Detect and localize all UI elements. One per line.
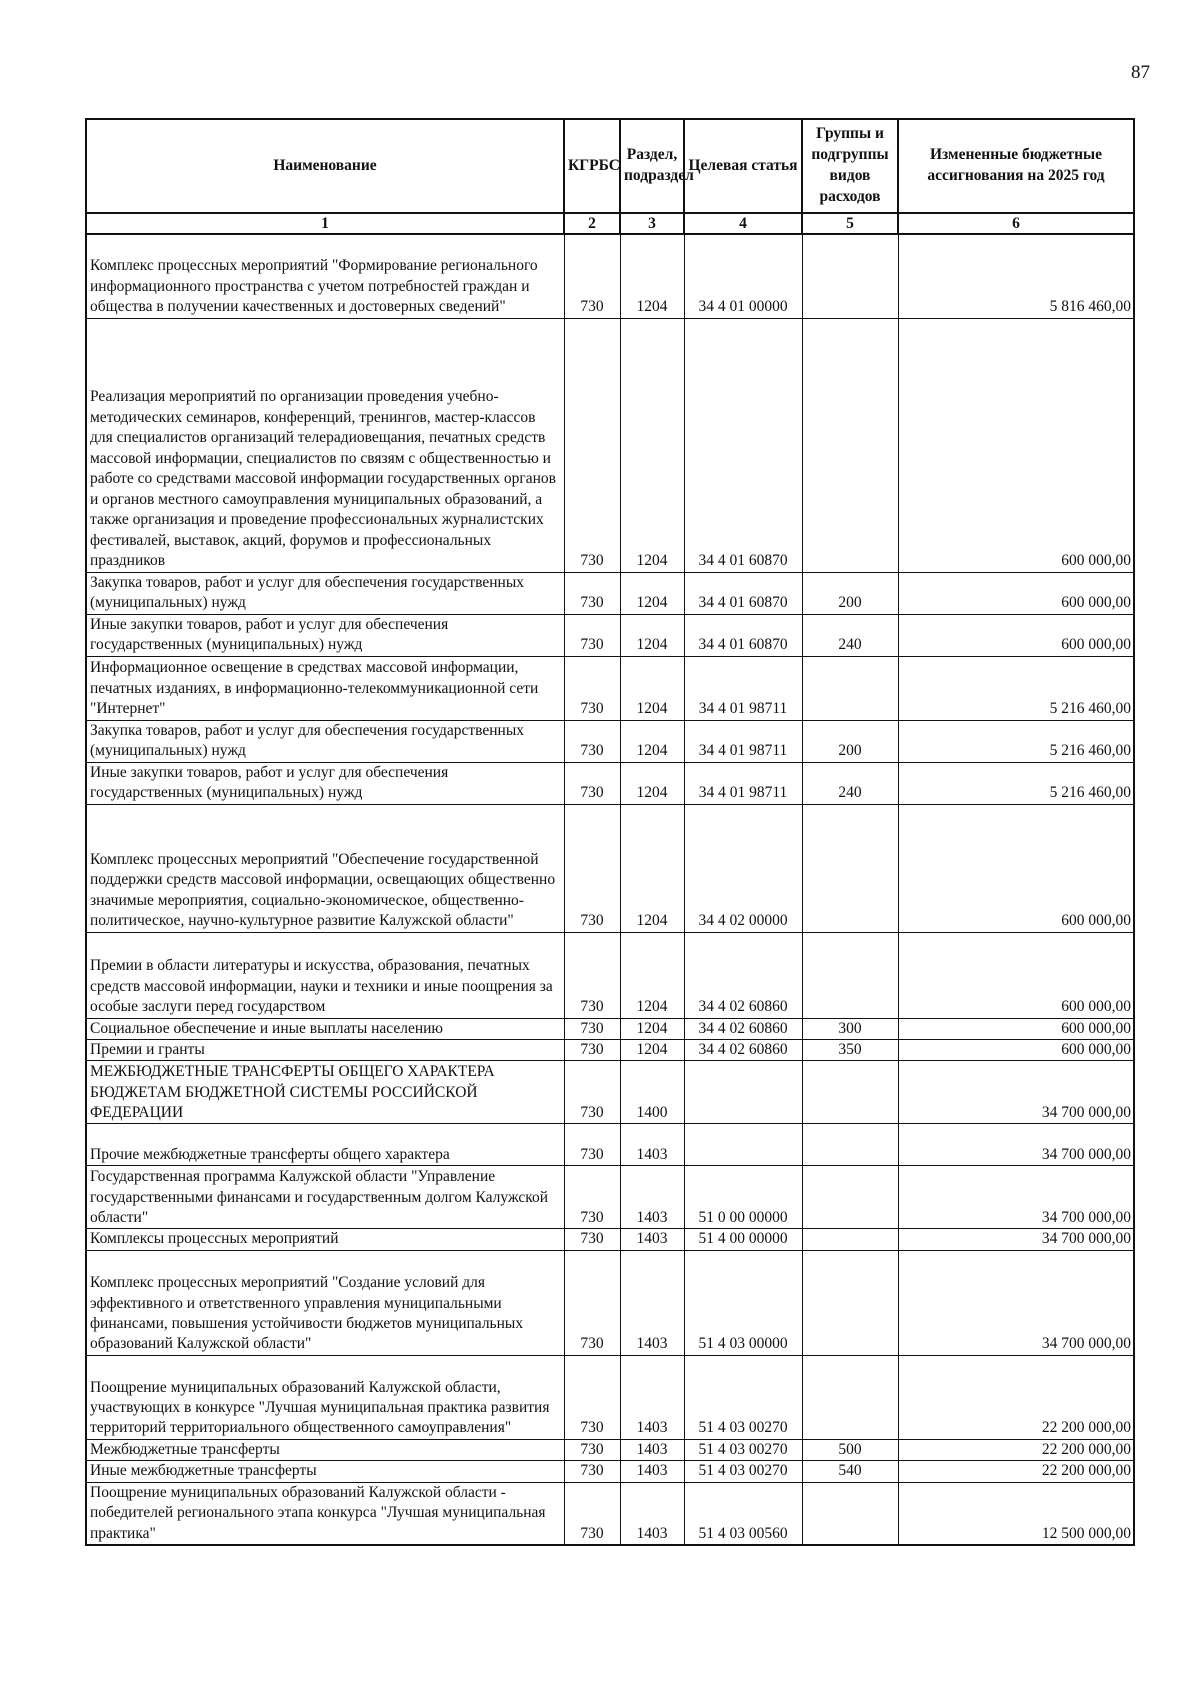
row-group xyxy=(802,1250,898,1355)
row-target: 34 4 02 60860 xyxy=(684,1018,802,1039)
row-group xyxy=(802,1229,898,1250)
row-kgrbs: 730 xyxy=(564,1439,620,1460)
row-kgrbs: 730 xyxy=(564,1461,620,1482)
row-section: 1204 xyxy=(620,1039,684,1060)
row-name: Премии в области литературы и искусства, образования, печатных средств массовой информации, науки и техники и иные поощрения за особые заслуги перед государством xyxy=(86,932,564,1018)
table-row xyxy=(86,804,1134,932)
row-kgrbs: 730 xyxy=(564,1018,620,1039)
row-group xyxy=(802,1355,898,1439)
table-row xyxy=(86,720,1134,762)
row-amount: 5 216 460,00 xyxy=(898,656,1134,720)
table-row xyxy=(86,614,1134,656)
row-name: Поощрение муниципальных образований Калужской области, участвующих в конкурсе "Лучшая муниципальная практика развития территорий территориального общественного самоуправления" xyxy=(86,1355,564,1439)
row-name: Комплекс процессных мероприятий "Создание условий для эффективного и ответственного управления муниципальными финансами, повышения устойчивости бюджетов муниципальных образований Калужской области" xyxy=(86,1250,564,1355)
row-section: 1204 xyxy=(620,318,684,572)
table-row xyxy=(86,1250,1134,1355)
row-target xyxy=(684,1061,802,1124)
row-target: 34 4 02 60860 xyxy=(684,932,802,1018)
row-amount: 600 000,00 xyxy=(898,318,1134,572)
header-name: Наименование xyxy=(86,119,564,213)
row-group xyxy=(802,1124,898,1166)
table-header-row xyxy=(86,119,1134,213)
row-section: 1403 xyxy=(620,1482,684,1545)
row-group: 540 xyxy=(802,1461,898,1482)
row-name: Социальное обеспечение и иные выплаты населению xyxy=(86,1018,564,1039)
table-row xyxy=(86,1124,1134,1166)
row-amount: 600 000,00 xyxy=(898,1039,1134,1060)
table-row xyxy=(86,1018,1134,1039)
row-amount: 600 000,00 xyxy=(898,804,1134,932)
row-name: МЕЖБЮДЖЕТНЫЕ ТРАНСФЕРТЫ ОБЩЕГО ХАРАКТЕРА БЮДЖЕТАМ БЮДЖЕТНОЙ СИСТЕМЫ РОССИЙСКОЙ ФЕДЕРАЦИИ xyxy=(86,1061,564,1124)
row-amount: 600 000,00 xyxy=(898,572,1134,614)
row-kgrbs: 730 xyxy=(564,1355,620,1439)
row-name: Государственная программа Калужской области "Управление государственными финансами и государственным долгом Калужской области" xyxy=(86,1166,564,1229)
row-amount: 5 216 460,00 xyxy=(898,720,1134,762)
row-group: 240 xyxy=(802,762,898,804)
row-target: 51 4 00 00000 xyxy=(684,1229,802,1250)
row-group xyxy=(802,234,898,318)
table-row xyxy=(86,1482,1134,1545)
row-section: 1204 xyxy=(620,762,684,804)
table-row xyxy=(86,1061,1134,1124)
row-kgrbs: 730 xyxy=(564,1061,620,1124)
row-group: 500 xyxy=(802,1439,898,1460)
row-kgrbs: 730 xyxy=(564,234,620,318)
row-group xyxy=(802,932,898,1018)
row-group xyxy=(802,656,898,720)
row-target: 51 4 03 00560 xyxy=(684,1482,802,1545)
column-number: 2 xyxy=(564,213,620,234)
row-kgrbs: 730 xyxy=(564,720,620,762)
row-name: Межбюджетные трансферты xyxy=(86,1439,564,1460)
row-target: 34 4 01 98711 xyxy=(684,720,802,762)
row-kgrbs: 730 xyxy=(564,318,620,572)
row-target: 51 4 03 00270 xyxy=(684,1355,802,1439)
budget-table xyxy=(85,118,1135,1546)
row-name: Закупка товаров, работ и услуг для обеспечения государственных (муниципальных) нужд xyxy=(86,572,564,614)
table-row xyxy=(86,1439,1134,1460)
row-amount: 34 700 000,00 xyxy=(898,1166,1134,1229)
row-amount: 12 500 000,00 xyxy=(898,1482,1134,1545)
row-kgrbs: 730 xyxy=(564,1482,620,1545)
column-number: 1 xyxy=(86,213,564,234)
table-row xyxy=(86,762,1134,804)
row-name: Иные закупки товаров, работ и услуг для обеспечения государственных (муниципальных) нужд xyxy=(86,614,564,656)
row-kgrbs: 730 xyxy=(564,932,620,1018)
row-group xyxy=(802,1061,898,1124)
row-name: Закупка товаров, работ и услуг для обеспечения государственных (муниципальных) нужд xyxy=(86,720,564,762)
header-target: Целевая статья xyxy=(684,119,802,213)
row-amount: 5 816 460,00 xyxy=(898,234,1134,318)
table-row xyxy=(86,656,1134,720)
row-target: 34 4 02 60860 xyxy=(684,1039,802,1060)
row-kgrbs: 730 xyxy=(564,1229,620,1250)
row-group xyxy=(802,318,898,572)
header-amount: Измененные бюджетные ассигнования на 2025 год xyxy=(898,119,1134,213)
column-number: 5 xyxy=(802,213,898,234)
row-kgrbs: 730 xyxy=(564,804,620,932)
row-name: Иные закупки товаров, работ и услуг для обеспечения государственных (муниципальных) нужд xyxy=(86,762,564,804)
table-row xyxy=(86,318,1134,572)
row-kgrbs: 730 xyxy=(564,1039,620,1060)
row-group: 350 xyxy=(802,1039,898,1060)
row-group xyxy=(802,1482,898,1545)
row-name: Иные межбюджетные трансферты xyxy=(86,1461,564,1482)
row-amount: 34 700 000,00 xyxy=(898,1250,1134,1355)
row-group: 200 xyxy=(802,720,898,762)
row-section: 1403 xyxy=(620,1166,684,1229)
row-section: 1204 xyxy=(620,614,684,656)
row-amount: 22 200 000,00 xyxy=(898,1355,1134,1439)
row-section: 1204 xyxy=(620,720,684,762)
row-name: Реализация мероприятий по организации проведения учебно-методических семинаров, конференций, тренингов, мастер-классов для специалистов организаций телерадиовещания, печатных средств массовой информации, специалистов по связям с общественностью и работе со средствами массовой информации государственных органов и органов местного самоуправления муниципальных образований, а также организация и проведение профессиональных журналистских фестивалей, выставок, акций, форумов и профессиональных праздников xyxy=(86,318,564,572)
row-amount: 600 000,00 xyxy=(898,614,1134,656)
row-target xyxy=(684,1124,802,1166)
row-target: 34 4 01 98711 xyxy=(684,762,802,804)
column-number: 6 xyxy=(898,213,1134,234)
row-amount: 600 000,00 xyxy=(898,932,1134,1018)
row-kgrbs: 730 xyxy=(564,614,620,656)
row-section: 1204 xyxy=(620,1018,684,1039)
table-row xyxy=(86,1355,1134,1439)
row-target: 34 4 01 60870 xyxy=(684,318,802,572)
row-name: Премии и гранты xyxy=(86,1039,564,1060)
row-target: 34 4 02 00000 xyxy=(684,804,802,932)
row-target: 34 4 01 00000 xyxy=(684,234,802,318)
row-target: 51 4 03 00270 xyxy=(684,1461,802,1482)
header-groups: Группы и подгруппы видов расходов xyxy=(802,119,898,213)
row-target: 34 4 01 98711 xyxy=(684,656,802,720)
row-kgrbs: 730 xyxy=(564,572,620,614)
row-section: 1403 xyxy=(620,1124,684,1166)
row-amount: 34 700 000,00 xyxy=(898,1124,1134,1166)
row-name: Комплекс процессных мероприятий "Обеспечение государственной поддержки средств массовой информации, освещающих общественно значимые мероприятия, социально-экономическое, общественно-политическое, научно-культурное развитие Калужской области" xyxy=(86,804,564,932)
row-group xyxy=(802,1166,898,1229)
row-kgrbs: 730 xyxy=(564,1124,620,1166)
row-group: 240 xyxy=(802,614,898,656)
row-name: Прочие межбюджетные трансферты общего характера xyxy=(86,1124,564,1166)
row-kgrbs: 730 xyxy=(564,656,620,720)
row-section: 1403 xyxy=(620,1461,684,1482)
row-target: 51 4 03 00270 xyxy=(684,1439,802,1460)
row-group xyxy=(802,804,898,932)
row-kgrbs: 730 xyxy=(564,762,620,804)
row-amount: 22 200 000,00 xyxy=(898,1461,1134,1482)
row-name: Комплекс процессных мероприятий "Формирование регионального информационного пространства с учетом потребностей граждан и общества в получении качественных и достоверных сведений" xyxy=(86,234,564,318)
column-number: 4 xyxy=(684,213,802,234)
page-number: 87 xyxy=(1131,62,1150,83)
row-section: 1204 xyxy=(620,804,684,932)
row-section: 1204 xyxy=(620,656,684,720)
row-name: Информационное освещение в средствах массовой информации, печатных изданиях, в информационно-телекоммуникационной сети "Интернет" xyxy=(86,656,564,720)
row-kgrbs: 730 xyxy=(564,1250,620,1355)
row-name: Комплексы процессных мероприятий xyxy=(86,1229,564,1250)
table-row xyxy=(86,572,1134,614)
table-row xyxy=(86,1039,1134,1060)
table-row xyxy=(86,234,1134,318)
row-section: 1403 xyxy=(620,1229,684,1250)
row-target: 51 0 00 00000 xyxy=(684,1166,802,1229)
table-row xyxy=(86,1461,1134,1482)
column-number-row xyxy=(86,213,1134,234)
row-group: 300 xyxy=(802,1018,898,1039)
row-amount: 34 700 000,00 xyxy=(898,1229,1134,1250)
row-group: 200 xyxy=(802,572,898,614)
row-name: Поощрение муниципальных образований Калужской области - победителей регионального этапа конкурса "Лучшая муниципальная практика" xyxy=(86,1482,564,1545)
column-number: 3 xyxy=(620,213,684,234)
row-section: 1403 xyxy=(620,1439,684,1460)
row-section: 1204 xyxy=(620,572,684,614)
row-amount: 22 200 000,00 xyxy=(898,1439,1134,1460)
row-section: 1400 xyxy=(620,1061,684,1124)
row-amount: 5 216 460,00 xyxy=(898,762,1134,804)
header-kgrbs: КГРБС xyxy=(564,119,620,213)
row-section: 1204 xyxy=(620,932,684,1018)
header-section: Раздел, подраздел xyxy=(620,119,684,213)
table-row xyxy=(86,1229,1134,1250)
row-target: 34 4 01 60870 xyxy=(684,614,802,656)
row-amount: 34 700 000,00 xyxy=(898,1061,1134,1124)
row-section: 1403 xyxy=(620,1250,684,1355)
row-target: 51 4 03 00000 xyxy=(684,1250,802,1355)
row-section: 1204 xyxy=(620,234,684,318)
row-target: 34 4 01 60870 xyxy=(684,572,802,614)
row-amount: 600 000,00 xyxy=(898,1018,1134,1039)
row-kgrbs: 730 xyxy=(564,1166,620,1229)
table-row xyxy=(86,1166,1134,1229)
table-row xyxy=(86,932,1134,1018)
row-section: 1403 xyxy=(620,1355,684,1439)
